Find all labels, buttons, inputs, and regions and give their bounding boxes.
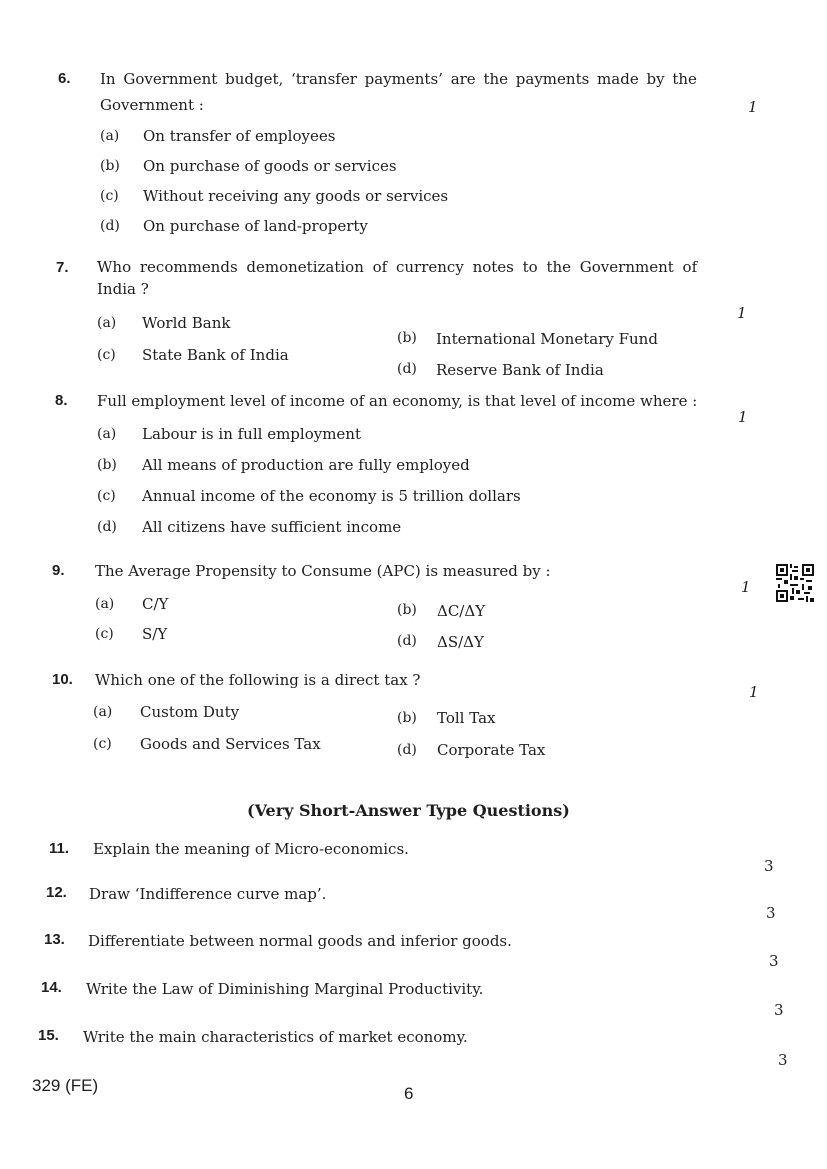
- option-label: (b): [397, 710, 417, 726]
- option-label: (a): [97, 426, 117, 442]
- question-mark: 1: [737, 304, 747, 322]
- option-text: On transfer of employees: [143, 127, 336, 145]
- option-label: (d): [397, 633, 417, 649]
- option-label: (d): [397, 742, 417, 758]
- qr-code-image: [776, 564, 814, 602]
- option-text: S/Y: [142, 625, 168, 643]
- option-label: (c): [95, 626, 114, 642]
- question-text: Who recommends demonetization of currency notes to the Government of: [97, 258, 698, 276]
- option-text: ΔC/ΔY: [437, 602, 486, 620]
- option-label: (b): [397, 602, 417, 618]
- option-text: State Bank of India: [142, 346, 289, 364]
- option-label: (a): [95, 596, 115, 612]
- question-text: Full employment level of income of an economy, is that level of income where :: [97, 392, 698, 410]
- option-label: (b): [97, 457, 117, 473]
- option-label: (c): [93, 736, 112, 752]
- question-text: In Government budget, ‘transfer payments’ are the payments made by the: [100, 70, 697, 88]
- question-text: Write the main characteristics of market economy.: [83, 1028, 468, 1046]
- question-text: Government :: [100, 96, 204, 114]
- question-number: 10.: [52, 671, 73, 688]
- page-number: 6: [404, 1084, 414, 1103]
- question-mark: 3: [766, 904, 776, 922]
- question-mark: 1: [738, 408, 748, 426]
- question-text: Write the Law of Diminishing Marginal Productivity.: [86, 980, 484, 998]
- question-text: Explain the meaning of Micro-economics.: [93, 840, 409, 858]
- option-text: On purchase of land-property: [143, 217, 368, 235]
- option-label: (d): [397, 361, 417, 377]
- option-label: (a): [100, 128, 120, 144]
- option-text: Toll Tax: [437, 709, 496, 727]
- question-number: 7.: [56, 259, 69, 276]
- option-text: Custom Duty: [140, 703, 240, 721]
- question-text: Draw ‘Indifference curve map’.: [89, 885, 327, 903]
- option-label: (b): [397, 330, 417, 346]
- question-number: 9.: [52, 562, 65, 579]
- option-label: (a): [93, 704, 113, 720]
- option-label: (a): [97, 315, 117, 331]
- option-text: All citizens have sufficient income: [142, 518, 402, 536]
- option-text: C/Y: [142, 595, 169, 613]
- option-label: (c): [100, 188, 119, 204]
- question-number: 14.: [41, 979, 62, 996]
- option-label: (b): [100, 158, 120, 174]
- question-text: India ?: [97, 280, 149, 298]
- question-number: 12.: [46, 884, 67, 901]
- question-number: 8.: [55, 392, 68, 409]
- question-mark: 3: [778, 1051, 788, 1069]
- question-number: 13.: [44, 931, 65, 948]
- question-mark: 1: [741, 578, 751, 596]
- option-text: Goods and Services Tax: [140, 735, 321, 753]
- question-number: 6.: [58, 70, 71, 87]
- question-mark: 1: [749, 683, 759, 701]
- question-mark: 3: [774, 1001, 784, 1019]
- option-text: Without receiving any goods or services: [143, 187, 449, 205]
- option-text: ΔS/ΔY: [437, 633, 484, 651]
- question-text: The Average Propensity to Consume (APC) is measured by :: [95, 562, 551, 580]
- question-mark: 1: [748, 98, 758, 116]
- question-mark: 3: [769, 952, 779, 970]
- option-label: (d): [100, 218, 120, 234]
- option-text: International Monetary Fund: [436, 330, 658, 348]
- option-text: Reserve Bank of India: [436, 361, 604, 379]
- option-label: (c): [97, 347, 116, 363]
- question-mark: 3: [764, 857, 774, 875]
- question-number: 11.: [49, 840, 70, 857]
- option-text: Corporate Tax: [437, 741, 546, 759]
- option-label: (d): [97, 519, 117, 535]
- paper-code: 329 (FE): [32, 1076, 99, 1095]
- option-text: On purchase of goods or services: [143, 157, 397, 175]
- option-text: Annual income of the economy is 5 trillion dollars: [142, 487, 521, 505]
- option-text: Labour is in full employment: [142, 425, 361, 443]
- question-text: Which one of the following is a direct tax ?: [95, 671, 421, 689]
- question-number: 15.: [38, 1027, 59, 1044]
- option-text: All means of production are fully employed: [142, 456, 470, 474]
- option-label: (c): [97, 488, 116, 504]
- section-heading: (Very Short-Answer Type Questions): [247, 801, 570, 820]
- question-text: Differentiate between normal goods and inferior goods.: [88, 932, 512, 950]
- option-text: World Bank: [142, 314, 231, 332]
